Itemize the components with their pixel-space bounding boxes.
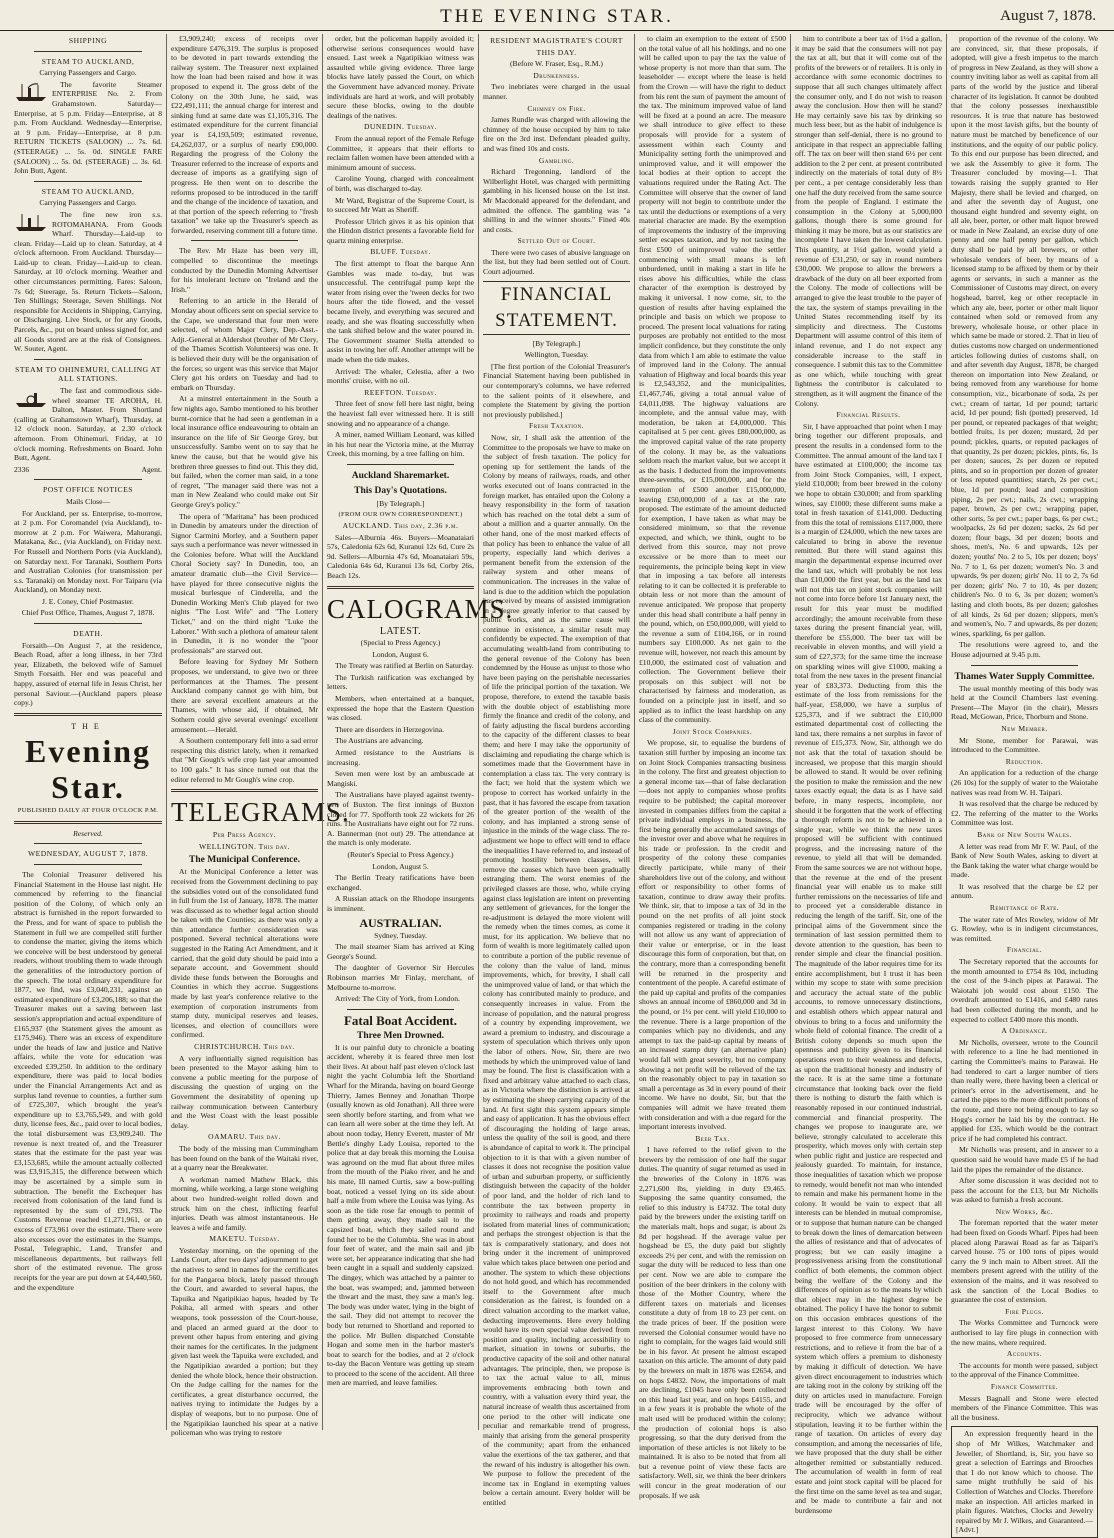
dunedin-dateline: DUNEDIN. Tuesday. [363, 122, 438, 132]
column-2 [166, 34, 350, 1438]
divider [171, 789, 318, 792]
post-office-heading: POST OFFICE NOTICES [43, 485, 133, 495]
steamer-1-title: STEAM TO AUCKLAND, [41, 56, 135, 66]
london-dateline: London, August 5. [372, 861, 429, 871]
advertisement-text: An expression frequently heard in the shop of Mr Wilkes, Watchmaker and Jeweller, of Shortland, is, Sir, you have so great a selection of Earrings and Brooches that I do not know which to choose. The same might truthfully be said of his Collection of Watches and Clocks. Therefore make an inspection. All articles marked in plain figures. Watches, Clocks and Jewelry repaired by Mr J. Wilkes, and Guaranteed.—[Advt.] [956, 1429, 1093, 1535]
london-dateline: London, August 6. [372, 649, 429, 659]
steamship-icon [14, 387, 48, 409]
news-paragraph: Arrived: The whaler, Celestia, after a two months' cruise, with no oil. [327, 366, 474, 386]
steamer-3-title: STEAM TO OHINEMURI, CALLING AT ALL STATIONS. [15, 364, 161, 384]
latest-heading: LATEST. [379, 625, 422, 637]
divider [34, 864, 142, 865]
cable-item: The Turkish ratification was exchanged by letters. [327, 672, 474, 692]
section-heading: Fresh Taxation. [528, 421, 585, 431]
column-4 [478, 34, 634, 1507]
column-3 [322, 34, 514, 1430]
news-paragraph: Before leaving for Sydney Mr Sothern proposes, we understand, to give two or three performances at the Thames. The present Auckland company cannot go with him, but there are several excellent amateurs at the Thames, with whose aid, if obtained, Mr Sothern could give several evenings' excellent amusement.—Herald. [171, 657, 318, 734]
cable-item: A Russian attack on the Rhodope insurgents is imminent. [327, 894, 474, 913]
section-heading: Reduction. [1005, 756, 1044, 766]
divider [34, 623, 142, 624]
news-paragraph: A very influentially signed requisition has been presented to the Mayor asking him to convene a public meeting for the purpose of discussing the question of urging on the Government the desirability of opening up railway communication between Canterbury and the West Coast with the least possible delay. [171, 1053, 318, 1130]
steamship-icon [14, 81, 48, 103]
press-agency-line: Per Press Agency. [212, 830, 277, 840]
issue-date: August 7, 1878. [1000, 8, 1096, 24]
section-heading: Financial. [1006, 945, 1043, 955]
cable-item: The Austrians are advancing. [335, 736, 424, 746]
share-quotations: Sales—Alburnia 46s. Buyers—Moanataiari 57s, Caledonia 62s 6d, Kuranui 12s 6d, Cure 2s 9d. Sellers—Alburnia 47s 6d, Moanataiari 59s, Caledonia 64s 6d, Kuranui 13s 6d, Corby 26s, Beach 12s. [327, 532, 474, 580]
advert-reference: 2336 [14, 464, 30, 474]
divider [14, 821, 162, 824]
water-committee-heading: Thames Water Supply Committee. [954, 671, 1095, 682]
three-men-drowned-subheading: Three Men Drowned. [357, 1030, 444, 1041]
cable-item: The daughter of Governor Sir Hercules Robinson marries Mr Finlay, merchant, of Melbourne to-morrow. [327, 963, 474, 992]
section-heading: A Ordinance. [1001, 1026, 1048, 1036]
committee-paragraph: The foreman reported that the water meter had been fixed on Goods Wharf. Pipes had been placed along Parawai Road as far as Taipari's carved house. 75 or 100 tons of pipes would carry the 9 inch main to Albert street. All the members present agreed with the utility of the extension of the mains, and it was resolved to ask the sanction of the Local Bodies to guarantee the cost of extension. [951, 1218, 1098, 1305]
court-case: Richard Tregonning, landlord of the Wilberlight Hotel, was charged with permitting gambling in his licensed house on the 1st inst. Mr Macdonald appeared for the defendant, and admitted the offence. The gambling was "a shilling in and the winner shouts." Fined 40s and costs. [483, 167, 630, 234]
news-paragraph: Caroline Young, charged with concealment of birth, was discharged to-day. [327, 174, 474, 193]
editor-note: [The first portion of the Colonial Treasurer's Financial Statement having been published in our contemporary's columns, we have referred to the salient points of it elsewhere, and complete the Statement by giving the portion not previously published.] [483, 361, 630, 419]
steamer-1-subtitle: Carrying Passengers and Cargo. [39, 68, 137, 78]
committee-paragraph: An application for a reduction of the charge (26 10s) for the supply of water to the Waiotahe natives was read from W. H. Taipari. [951, 768, 1098, 797]
court-magistrate: (Before W. Fraser, Esq., R.M.) [510, 59, 603, 69]
case-heading: Gambling. [538, 155, 575, 165]
court-case: James Rundle was charged with allowing the chimney of the house occupied by him to take fire on the 3rd inst. Defendant pleaded guilty, and was fined 10s and costs. [483, 115, 630, 153]
divider [14, 713, 162, 716]
death-notice: Forsaith—On August 7, at the residence, Beach Road, after a long illness, in her 73rd year, Elizabeth, the beloved wife of Samuel Smyth Forsaith. Her end was peaceful and happy, assured of eternal life in Jesus Christ, her personal Saviour.—(Auckland papers please copy.) [14, 640, 162, 708]
case-heading: Drunkenness. [533, 70, 580, 80]
statement-paragraph: proportion of the revenue of the colony. We are convinced, sir, that these proposals, if adopted, will give a fresh impetus to the march of progress in New Zealand, as they will show a country inviting labor as well as capital from all parts of the world by the justice and liberal character of its legislation. It cannot be doubted that the colony possesses inexhaustible resources. It is true that nature has bestowed upon it the most lavish gifts, but the bounty of nature must be matched by beneficence of our institutions, and the equity of our public policy. To this end our purpose has been directed, and we ask the Assembly to give it form. The Treasurer concluded by moving—1. That towards raising the supply granted to Her Majesty, there shall be levied and charged, on and after the seventh day of August, one thousand eight hundred and seventy eight, on all ale, beer, porter, or other malt liquor brewed or made in New Zealand, an excise duty of one penny and one half penny per gallon, which duty shall be paid by all brewers, or other wholesale vendors of beer, by means of a licensed stamp to be affixed by them or by their agents or servants, in such a manner as the Commissioner of Customs may direct, on every hogshead, barrel, keg or other receptacle in which any ale, beer, porter or other malt liquor contained when sold or removed from any brewery, wholesale house, or other place in which same be made or stored. 2. That in lieu of duties customs now charged on undermentioned articles following duties of customs shall, on and after seventh day August, 1878, be charged thereon on importation into New Zealand, or being removed from any warehouse for home consumption, viz., bicarbonate of soda, 2s per cwt.; cream of tartar, 1d per pound; tartaric acid, 1d per pound; fish (potted) preserved, 1d per pound, or repeated packages of that weight; bottled fruits, 1s per dozen; mustard, 2d per pound; pickles, quarts, or reputed packages of that quantity, 2s per dozen; pickles, pints, 6s, 1s per dozen; sauces, 2s per dozen or reputed pints, and so in proportion per dozen of greater or less reputed quantities; starch, 2s per cwt.; blue, 1d per pound; lead and composition piping, 2s per cwt.; nails, 2s cwt.; wrapping paper, brown, 2s per cwt.; wrapping paper, other sorts, 5s per cwt.; paper bags, 6s per cwt.; woolpacks, 2s 6d per dozen; sacks, 2s 6d per dozen; flour bags, 3d per dozen; boots and shoes, men's, No. 6 and upwards, 12s per dozen; youths' No. 2 to 5, 10s per dozen; boys' No. 7 to 1, 6s per dozen; women's No. 3 and upwards, 9s per dozen; girls' No. 11 to 2, 7s 6d per dozen; girls' No. 7 to 10, 4s per dozen; children's No. 0 to 6, 3s per dozen; women's lasting and cloth boots, 8s per dozen; galoshes of all kinds, 2s 6d per dozen; slippers, men's and women's, No. 7 and upwards, 8s per dozen; wines, sparkling, 6s per gallon. [951, 34, 1098, 638]
column-5 [634, 34, 790, 1500]
committee-paragraph: Mr Nicholls, overseer, wrote to the Council with reference to a line he had mentioned in carting the Committee's mains to Parawai. He had tendered to cart a larger number of tiers than really were, there having been a clerical or printer's error in the advertisement, and he carted the pipes to the more difficult portions of the route, and there not being enough to lay so Hogg's corner he laid his by the contract. He applied for £35, which would be the contract price if he had completed his contract. [951, 1037, 1098, 1143]
court-date: THIS DAY. [536, 47, 577, 57]
news-paragraph: Yesterday morning, on the opening of the Lands Court, after two days' adjournment to get the natives to send in names for the certificates for the Pangaroa block, lately passed through the Court, and awarded to several hapus, the Tapuika and Ngatipikiao hapus, headed by Te Pokiha, all armed with spears and other weapons, took possession of the Court-house, and placed an armed guard at the door to prevent other hapus from entering and giving their names for the certificates. In the judgment given last week the Tapuika were excluded, and the Ngatipikiao awarded a portion; but they denied the whole block, hence their obstruction. On the Judge calling for the names for the certificates, a great disturbance occurred, the natives trying to intimidate the Judges by a display of weapons, but to no purpose. One of the Ngatipikiao launched his spear at a native policeman who was trying to restore [171, 1245, 318, 1438]
case-heading: Settled Out of Court. [517, 236, 596, 246]
page-columns [10, 34, 1104, 1535]
committee-paragraph: The usual monthly meeting of this body was held at the Council Chambers last evening. Present—The Mayor (in the chair), Messrs Read, McGowan, Price, Thorburn and Stone. [951, 683, 1098, 722]
steamer-2-subtitle: Carrying Passengers and Cargo. [39, 198, 137, 208]
committee-paragraph: Mr Nicholls was present, and in answer to a question said he would have made £5 if he had laid the pipes the remainder of the distance. [951, 1145, 1098, 1174]
divider [34, 843, 142, 844]
section-heading: Fire Plugs. [1005, 1306, 1044, 1316]
oamaru-dateline: OAMARU. This day. [208, 1132, 281, 1142]
steamship-icon [14, 211, 48, 233]
reuters-line: (Reuter's Special to Press Agency.) [347, 849, 454, 859]
masthead [0, 0, 1114, 31]
column-6 [790, 34, 946, 1515]
nameplate-the: THE [71, 721, 105, 731]
committee-paragraph: The Secretary reported that the accounts for the month amounted to £754 8s 10d, including the cost of the 9-inch pipes at Parawai. The Waiotahi job would cost about £150. The overdraft amounted to £1416, and £480 rates had been collected during the month, and he expected to collect £400 more this month. [951, 957, 1098, 1024]
cable-item: Seven men were lost by an ambuscade at Mangiski. [327, 769, 474, 788]
steamer-2-notice: The fine new iron s.s. ROTOMAHANA. From Goods Wharf. Thursday—Laid-up to clean. Friday—Laid up to clean. Saturday, at 4 o'clock afternoon. From Auckland. Thursday—Laid-up to clean. Friday—Laid-up to clean. Saturday, at 10 o'clock morning. Weather and other circumstances permitting. Fares: Saloon, 7s 6d; Steerage, 5s. Return Tickets—Saloon, Ten Shillings; Steerage, Seven Shillings. Not responsible for Accidents in Shipping, Carrying, or Discharging. Live Stock, or for any Goods, Parcels, &c., put on board unless signed for, and all Goods stored are at the risk of Consignees. W. Souter, Agent. [14, 209, 162, 354]
committee-paragraph: Mr Stone, member for Parawai, was introduced to the Committee. [951, 735, 1098, 755]
news-paragraph: Referring to an article in the Herald of Monday about officers sent on special service to the Cape, we understand that four men were selected, of whom Major Clery, Dep.-Asst.-Adjt.-General at Aldershot (brother of Mr Clery, of the Thames Scottish Volunteers) was one. It is believed their duty will be the organisation of the forces; so urgent was this service that Major Clery got his orders on Tuesday and had to embark on Thursday. [171, 296, 318, 392]
divider [347, 1009, 454, 1010]
cable-item: There are disorders in Herzegovina. [335, 724, 445, 734]
reserved-notice: Reserved. [73, 828, 103, 838]
committee-paragraph: The accounts for month were passed, subject to the approval of the Finance Committee. [951, 1360, 1098, 1380]
court-case: Two inebriates were charged in the usual manner. [483, 82, 630, 101]
steamer-2-title: STEAM TO AUCKLAND, [41, 186, 135, 196]
steamer-1-notice: The favorite Steamer ENTERPRISE No. 2. From Grahamstown. Saturday—Enterprise, at 5 p.m. Friday—Enterprise, at 8 p.m. From Auckland. Wednesday—Enterprise, at 9 p.m. Friday—Enterprise, at 8 p.m. RETURN TICKETS (SALOON) ... 7s. 6d. (STEERAGE) ... 5s. 0d. SINGLE FARE (SALOON) ... 5s. 0d. (STEERAGE) ... 3s. 6d. John Butt, Agent. [14, 79, 162, 176]
cable-item: The Treaty was ratified at Berlin on Saturday. [335, 661, 474, 671]
quotations-heading: This Day's Quotations. [354, 485, 447, 496]
case-heading: Chimney on Fire. [527, 103, 586, 113]
news-paragraph: Mr Ward, Registrar of the Supreme Court, is to succeed Mr Watt as Sheriff. [327, 195, 474, 215]
statement-paragraph: I have referred to the relief given to the brewers by the remission of one half the sugar duties. The quantity of sugar returned as used in the breweries of the Colony in 1876 was 2,271,600 lbs, yielding in duty £9,465. Supposing the same quantity consumed, the relief to this industry is £4732. The total duty paid by the brewers under the existing tariff on the materials malt, hops and sugar, is about 2s 8d per hogshead. If the average value per hogshead be £5, the duty paid but slightly exceeds 2½ per cent, and with the remission on sugar the duty will be reduced to less than one per cent. Now we are able to compare the position of the beer drinkers in the colony with those of the Mother Country, where the different taxes on materials and licenses constitute a duty of from 18 to 23 per cent. on the trade prices of beer. If the position were reversed the Colonial consumer would have no right to complain, for the wages laid would still be in his favor. At present he almost escaped taxation on this article. The amount of duty paid by the brewers on malt in 1876 was £2654, and on hops £4832. Now, the importations of malt are declining, £1045 have only been collected on this head last year, and on hops £4155, and in a few years it is probable the whole of the malt used will be produced within the colony; the production of colonial hops is also progressing, so that the duty derived from the importation of these articles is not likely to be maintained. It is also to be noted that from all but a revenue point of view these facts are satisfactory. Well, sir, we think the beer drinkers will concur in the great moderation of our proposals. If we ask [639, 1145, 786, 1500]
divider [34, 181, 142, 182]
editorial-paragraph: The Colonial Treasurer delivered his Financial Statement in the House last night. He commenced by referring to the financial position of the Colony, of which only an abstract is furnished in the report forwarded to the Press, and for want of space to publish the Statement in full we are compelled still further to condense the matter, giving the items which we conceive will be best understood by general readers, without troubling them to wade through the generalities of the introductory portion of the speech. The total ordinary expenditure for 1877, we find, was £3,040,231, against an estimated expenditure of £3,206,188; so that the Treasurer makes out a saving between last session's appropriation and actual expenditure of £165,937 (the Statement gives the amount as £175,946). There was an excess of expenditure under the heads of law and justice and Native affairs, while the vote for education was exceeded £39,250. In addition to the ordinary expenditure, there was paid to local bodies under the Financial Arrangements Act and as surplus land revenue to counties, a further sum of £725,307, which brought the year's expenditure up to £3,765,549, and with gold duty, license fees, &c., paid over to local bodies, the total disbursement was £3,909,240. The revenue is next treated of, and the Treasurer states that the estimate for the past year was £3,153,685, while the amount actually collected was £3,915,315, the difference between which may be ascertained by a simple sum in subtraction. The benefit the Exchequer has received from colonisation of the land fund is represented by the sum of £91,793. The Customs Revenue reached £1,271,961, or an excess of £73,961 over the estimate. There were also excesses over the estimates in the Stamps, Postal, Telegraphic, Land, Transfer and miscellaneous departments, but railways fell short of the estimated revenue. The gross receipts for the year are put down at £4,440,560, and the expenditure [14, 870, 162, 1292]
statement-paragraph: him to contribute a beer tax of 1½d a gallon, it may be said that the consumers will not pay the tax at all, but that it will come out of the profits of the brewers or of retailers. It is only in accordance with some economic doctrines to suppose that all such changes ultimately affect the consumer only, and I do not wish to reason away the conclusion. How then will he stand? He may certainly save his tax by drinking so much less beer, but as the habit of indulgence is stronger than self-denial, there is no ground to anticipate in that respect an appreciable falling off. The tax on beer will then stand 6½ per cent addition to the 2 per cent. at present contributed indirectly on the materials of total duty of 8½ per cent., a per centage considerably less than one half the duty received from the same source from the people of England. I estimate the consumption in the Colony at 5,000,000 gallons, though there is some ground for thinking it may be more, but as our statistics are incomplete I have taken the lowest calculation. This quantity, at 1½d gallon, would yield a revenue of £31,250, or say in round numbers £30,000. We propose to allow the brewers a drawback of the duty on all beer exported from the Colony. The mode of collections will be arranged to give the least trouble to the payer of the tax, the system of stamps prevailing in the United States recommending itself by its simplicity and directness. The Customs Department will assume control of this item of inland revenue, and I do not expect any considerable increase to the staff in consequence. I submit this tax to the Committee as one which, while touching with great lightness the contributor is calculated to strengthen, as it will augment the finance of the Colony. [795, 34, 942, 408]
news-paragraph: Three feet of snow fell here last night, being the heaviest fall ever witnessed here. It is still snowing and no appearance of a change. [327, 399, 474, 428]
cable-item: The Australians have played against twenty-two of Buxton. The first innings of Buxton closed for 77. Spofforth took 22 wickets for 26 runs. The Australians have eight out for 72 runs. A. Bannerman (not out) 29. The attendance at the match is only moderate. [327, 790, 474, 848]
committee-paragraph: It was resolved that the charge be £2 per annum. [951, 881, 1098, 901]
by-telegraph-line: [By Telegraph.] [532, 338, 581, 348]
telegrams-heading: TELEGRAMS. [171, 797, 350, 828]
cable-item: Members, when entertained at a banquet, expressed the hope that the Eastern Question was closed. [327, 694, 474, 723]
statement-paragraph: The resolutions were agreed to, and the House adjourned at 9.45 p.m. [951, 640, 1098, 659]
divider [327, 586, 474, 589]
section-heading: Bank of New South Wales. [977, 829, 1072, 839]
statement-paragraph: Sir, I have approached that point when I may bring together our different proposals, and present the results in a condensed form to the Committee. The annual amount of the land tax I have estimated at £100,000; the income tax from Joint Stock Companies, will, I expect, yield £10,000; from beer brewed in the colony we hope to obtain £30,000; and from sparkling wines, say £1000; these different sums make a total in fresh taxation of £141,000. Deducting from this the total of remissions £117,000, there is a margin of £24,000, which the new taxes are calculated to bring in above the revenue remitted. But there will stand against this margin the departmental expense incurred over the land tax, which will probably be not less than £10,000 the first year, but as the land tax will not this tax on joint stock companies will not come into force before 1st January next, the result for this year must be modified accordingly; the amount receivable from these taxes during the present financial year, will, therefore be £55,000. The beer tax will be receivable in eleven months, and will yield a sum of £27,373; for the same time the increase on sparkling wines will give £1000, making a total from the new taxes in the present financial year of £83,373. Deducting from this the estimate of the loss from remissions for the half-year, £58,000, we have a surplus of £25,373, and if we subtract the £10,000 estimated departmental cost of collecting the land tax, there remains a net surplus in favor of revenue of £15,373. Now, Sir, although we do not ask that the total of taxation should be increased, we propose that this margin should be allowed to stand. It would be over refining the position to make the remission and the new taxes exactly equal; the data is as I have said before, in many respects, incomplete, nor should it be forgotten that the work of effecting a thorough reform is not to be achieved in a single year, while we think the new taxes proposed will be sufficient with continued progress, and the increasing nature of the revenue, to yield all that will be demanded. From the same sources we are not without hope, that the revenue at the end of the present financial year will enable us to make still further remissions on the necessaries of life and to proceed yet a considerable distance in reducing the length of the tariff. Sir, one of the principal aims of the Government since the termination of last session permitted them to devote attention to the question, has been to render simple and clear the financial position. The magnitude of the labor requires time for its entire accomplishment, but I trust it has been within my scope to state with some precision and accuracy the actual state of the public accounts, to remove unnecessary distinctions, and establish others which appear natural and obvious to bring to a focus and uniformity the whole field of colonial finance. The credit of a British colony depends so much upon the openness and publicity given to its financial operations even to their weakness and defects, as upon the traditional honesty and industry of the race. It is at the same time a fortunate circumstance that looking back over the field there is nothing to disturb the faith which is reasonably reposed in our continued industrial, commercial and financial prosperity. The changes we propose to inaugurate are, we believe, strongly calculated to accelerate this prosperity, which moves only with certain step when public right and justice are respected and jealously guarded. To maintain, for instance, those inequalities of taxation which we propose to remedy, would benefit not man who intended to remain and make his permanent home in the colony. It would be vain to expect that all interests can be blended in mutual compromise, or to suppose that human nature can be changed to break down the lines of demarcation between the allies of resistance and that of advocates of progress; but we can easily imagine a progressiveness arising from the constitutional conflict of both elements, the common object being the welfare of the Colony and the differences of opinion as to the means by which that object may in the highest degree be obtained. The policy I have the honor to submit on this occasion embraces questions of the largest interest to this Colony. We have proposed to free commerce from unnecessary restrictions, and to relieve it from the bar of a system which offers a premium to dishonesty by making it difficult of detection. We have given direct encouragement to industries which are taking root in the colony by striking off the duty on articles used in manufacture. Foreign trade will be encouraged by the offer of reciprocity, which we advance without stipulation, leaving it to be further within the range of taxation. On articles of every day consumption, and among the necessaries of life, we have proposed that the duty shall be either altogether remitted or substantially reduced. The accumulation of wealth in form of real estate and joint stock capital will be placed for the first time on the same level as tea and sugar, and be made to contribute a fair and not burdensome [795, 421, 942, 1515]
sharemarket-heading: Auckland Sharemarket. [351, 470, 450, 481]
editorial-paragraph: £3,909,240; excess of receipts over expenditure £476,319. The surplus is proposed to be devoted in part towards extending the railway system. The Treasurer next explained how the loan had been raised and how it was proposed to expend it. The gross debt of the Colony on the 30th June, he said, was £22,491,111; the annual charge for interest and sinking fund at same date was £1,105,316. The estimated expenditure for the current financial year is £4,193,509; estimated revenue, £4,262,037, or a surplus of nearly £90,000. Regarding the progress of the Colony the Treasurer referred to the increase of exports and decrease of imports as a gratifying sign of progress. He then went on to describe the reforms proposed to be introduced in the tariff and the change of the incidence of taxation, and at that portion of the speech referring to "fresh taxation" we take up the Treasurer's speech as forwarded, reserving comment till a future time. [171, 34, 318, 235]
reefton-dateline: REEFTON. Tuesday. [364, 387, 437, 397]
christchurch-dateline: CHRISTCHURCH. This day. [194, 1042, 295, 1051]
news-paragraph: A miner, named William Leonard, was killed in his hut near the Victoria mine, at the Murray Creek, this morning, by a tree falling on him. [327, 430, 474, 459]
news-paragraph: From the annual report of the Female Refuge Committee, it appears that their efforts to reclaim fallen women have been attended with a minimum amount of success. [327, 133, 474, 172]
news-paragraph: order, but the policeman happily avoided it; otherwise serious consequences would have ensued. Last week a Ngatipikiao witness was assaulted while giving evidence. Three large blocks have lately passed the Court, on which the Government have advanced money. Private individuals are hard at work, and will probably secure these blocks, owing to the double dealings of the natives. [327, 34, 474, 120]
divider [191, 240, 298, 241]
bluff-dateline: BLUFF. Tuesday. [370, 247, 431, 257]
committee-paragraph: After some discussion it was decided not to pass the account for the £13, but Mr Nicholls was asked to furnish a fresh account. [951, 1176, 1098, 1205]
news-paragraph: The body of the missing man Cummingham has been found on the bank of the Waitaki river, at a quarry near the Breakwater. [171, 1143, 318, 1173]
statement-paragraph: to claim an exemption to the extent of £500 on the total value of all his holdings, and no one will be called upon to pay the tax the value of whose property is not more than that sum. The leaseholder — except where the lease is held from the Crown — will have the right to deduct from his rent the sum of payment the amount of the tax. The minimum improved value of land will be fixed at a pound an acre. The measure we shall introduce to give effect to these proposals will provide for a system of assessment within each County and Municipality setting forth the unimproved and unimproved value, and it will empower the local bodies at their option to accept the valuations required under the Rating Act. The Committee will observe that the owner of land property will not begin to contribute under the tax until the deductions or exemptions of a very material character are made. By the exemption of improvements the industry of the improving settler escapes taxation, and by not taxing the first £500 of unimproved value the settler commencing with small means is left unburdened, until in making a start in life he rises above his difficulties, while the class character of the exemption is destroyed by making it universal. I now come, sir, to the question of results after having explained the principle and basis on which we propose to proceed. The present local valuations for rating purposes are probably not entitled to the most implicit confidence, but they constitute the only data from which I am able to estimate the value of improved land in the Colony. The annual valuation of Highway and local boards this year is £2,543,352, and the municipalities, £1,467,746, giving a total annual value of £4,011,098. The highway valuations are incomplete, and the annual value may, with moderation, be taken at £4,000,000. This capitalised at 5 per cent. gives £80,000,000, as the improved capital value of the rate property of the colony. It may be, as the valuations seldom reach the market value, but we accept it as the basis. I deducted from the improvements three-sevenths, or £15,000,000, and for the exemption of £500 another £15,000,000, leaving £50,000,000 of a tax at the rate proposed. The estimate of the amount deducted for exemption, I have taken as what may be considered minimum, so that the revenue expected, and which, we think, ought to be derived from this source, may not prove excessive or be more than to meet our requirements, the principle being kept in view that in imposing a tax before all interests relating to it can be collected it is preferable to obtain less or not more than the amount of revenue anticipated. We propose that property under this head shall contribute a half penny in the pound, which, on £50,000,000, will yield to the revenue a sum of £104,166, or in round numbers say £100,000. As net gain to the revenue will, however, not reach this amount by £10,000, the estimated cost of valuation and collection. The Government believe their proposals on this subject will not be characterised by fairness and moderation, as founded on a principle just in itself, and so applied as to inflict the least hardship on any class of the community. [639, 34, 786, 725]
divider [34, 359, 142, 360]
news-paragraph: A workman named Mathew Black, this morning, while working, a large stone weighing about two hundred-weight rolled down and struck him on the chest, inflicting fearful injuries. Death was almost instantaneous. He leaves a wife and family. [171, 1174, 318, 1232]
cable-item: Arrived: The City of York, from London. [335, 994, 460, 1004]
news-paragraph: At a minstrel entertainment in the South a few nights ago, Sambo mentioned to his brother burnt-cornice that he had seen a gentleman in a local insurance office endeavouring to obtain an insurance on the life of Sir George Grey, but unsuccessfully. Sambo went on to say that he knew the cause, but that he would give his brethren three guesses to find out. This they did, but failed, when the corner man said, in a tone of regret, "The manager said there was not a man in New Zealand who could make out Sir George Grey's policy." [171, 394, 318, 509]
fatal-accident-heading: Fatal Boat Accident. [343, 1012, 457, 1028]
auckland-dateline: AUCKLAND. This day, 2.36 p.m. [342, 520, 459, 530]
post-office-location: Chief Post Office, Thames, August 7, 1878. [21, 608, 155, 618]
section-heading: Joint Stock Companies. [672, 726, 753, 736]
cable-item: The Berlin Treaty ratifications have been exchanged. [327, 873, 474, 892]
committee-paragraph: It was resolved that the charge be reduced by £2. The referring of the matter to the Works Committee was lost. [951, 799, 1098, 828]
publication-note: PUBLISHED DAILY AT FOUR O'CLOCK P.M. [17, 807, 159, 815]
newspaper-running-title: THE EVENING STAR. [440, 6, 674, 27]
divider [34, 479, 142, 480]
cable-item: The mail steamer Siam has arrived at King George's Sound. [327, 942, 474, 961]
municipal-conference-heading: The Municipal Conference. [189, 855, 300, 866]
section-heading: Financial Results. [836, 410, 901, 420]
divider [347, 464, 454, 465]
news-paragraph: At the Municipal Conference a letter was received from the Government declining to pay the subsidies voted out of the consolidated fund in full from the 1st of January, 1878. The matter was discussed as to whether legal action should be taken with the Counties; as there was only a thin attendance further consideration was postponed. Several technical alterations were suggested in the Rating Act Amendment, and it carried, that the gold duty should be paid into a separate account, and Government should divide these funds between the Boroughs and Counties in which they accrue. Suggestions made by last year's conference relative to the exemption of corporation instruments from stamp duty, municipal reserves and leases, licenses, and election of councillors were confirmed. [171, 867, 318, 1040]
news-paragraph: A Southern contemporary fell into a sad error respecting this district lately, when it remarked that "Mr Gough's wife crop last year amounted to 100 gals." It has since turned out that the editor referred to Mr Gough's wine crop. [171, 736, 318, 784]
section-heading: New Member. [1001, 723, 1048, 733]
sydney-dateline: Sydney, Tuesday. [374, 930, 427, 940]
section-heading: Accounts. [1006, 1349, 1043, 1359]
agent-line [14, 465, 162, 475]
committee-paragraph: The water rate of Mrs Rowley, widow of Mr G. Rowley, who is in indigent circumstances, was remitted. [951, 914, 1098, 943]
press-agency-line: (Special to Press Agency.) [360, 638, 441, 648]
calograms-heading: CALOGRAMS. [327, 593, 514, 624]
australian-heading: AUSTRALIAN. [359, 915, 442, 930]
statement-paragraph: Now, sir, I shall ask the attention of the Committee to the proposals we have to make on the subject of fresh taxation. The policy for opening up for settlement the lands of the Colony by means of railways, roads, and other works executed out of loans contracted in the foreign market, has entailed upon the Colony a heavy responsibility in the form of taxation which has reached on the total debt a sum of about a million and a quarter annually. On the other hand, one of the most marked effects of that policy has been to enhance the value of all property, especially land which derives a permanent benefit from the extension of the railway system and other means of communication. The increases in the value of land is due to the addition which the population has received by means of assisted immigration in a degree greatly inferior to that caused by public works, and as the same cause will continue in existence, a similar result may confidently be expected. The exemption of that accumulating wealth-land from contributing to the general revenue of the Colony has been condemned by the House as unjust to those who have been paying on the perishable necessaries of life the principal portion of the taxation. We propose, therefore, to extend the taxable basis with the double object of establishing more firmly the finance and credit of the colony, and of fairly adjusting the fiscal burdens according to the capacity of the different classes to bear them; and here I may take the opportunity of disclaiming and repudiating the charge which is sometimes made that the Government have in contemplation a class tax. The very contrary is the fact; we hold that the system which we propose to correct has worked unfairly in the past, that it has favored the escape from taxation of the greater portion of the wealth of the colony, and has implanted a strong sense of injustice in the minds of the wage class. The re-adjustment we hope to effect will tend to efface the inequalities I have referred to, and instead of promoting hostility between classes, will remove the causes which have been gradually estranging them. The worst enemies of the privileged classes are those, who, while crying against class legislation are intent on preventing any settlement of grievances, for the longer the re-adjustment is delayed the more violent will the remedy when the times comes, as come it must, for its application. We believe that no form of wealth is more legitimately called upon to contribute a portion of the public revenue of the colony than the value of land, minus improvements, which, for brevity, I shall call the unimproved value of land, or that which the colony has contributed mainly to produce, and consequently increases in value. From the increase of population, and the natural progress of a country by expending improvement, we award a premium to industry, and discourage a system of speculation which thrives only upon the labor of others. Now, Sir, there are two methods by which the unimproved value of land may be found. The first is classification with a fixed and arbitrary value attached to each class, as in Victoria where the distinction is arrived at by estimating the sheep carrying capacity of the land. At first sight this system appears simple and easy of application. It has the obvious effect of discouraging the holding of large areas, unless the quality of the soil is good, and there is abundance of capital to work it. The principal objection to it is that with a given number of classes it does not recognise the position value of urban and suburban property, or sufficiently distinguish between the capacity of the holder of poor land, and the holder of rich land to contribute the tax between property in proximity to railways and roads and property isolated from material lines of communication; and perhaps the strongest objection is that the tax is comparatively stationary, and does not bring under it the increment of unimproved value which takes place between one period and another. The system to which these objections do not hold good, and which has recommended itself to the Government after much consideration as the fairest, is founded on a direct valuation according to the market value, deducting improvements. Here every holding would have its own special value derived from position and quality, including accessibility to market, situation in towns or suburbs, the productive capacity of the soil and other natural advantages. The principle, then, we propose is to tax the actual value to all, minus improvements embracing both town and country, with a valuation every third year, the natural increase of wealth thus ascertained from one period to the other will indicate one peculiar and remarkable trend of progress, mainly that arising from the general prosperity of the community; apart from the enhanced value the exertions of the tax gatherer, and that the reward of his industry is altogether his own. We purpose to follow the precedent of the income tax in England in exempting values below a certain amount. Every holder will be entitled [483, 433, 630, 1507]
committee-paragraph: A letter was read from Mr F. W. Paul, of the Bank of New South Wales, asking to divert at the Bank taking the water what charge would be made. [951, 841, 1098, 880]
maketu-dateline: MAKETU. Tuesday. [209, 1234, 280, 1244]
correspondent-line: (FROM OUR OWN CORRESPONDENT.) [338, 510, 463, 518]
newspaper-nameplate: Evening Star. [24, 733, 152, 806]
cable-item: Armed resistance to the Austrians is increasing. [327, 748, 474, 767]
mails-close-label: Mails Close— [65, 496, 111, 506]
column-7 [946, 34, 1102, 1535]
agent-label: Agent. [141, 464, 162, 474]
court-heading: RESIDENT MAGISTRATE'S COURT [490, 36, 623, 45]
postmaster-signature: J. E. Coney, Chief Postmaster. [42, 596, 134, 606]
mail-closing-times: For Auckland, per ss. Enterprise, to-morrow, at 2 p.m. For Coromandel (via Auckland), to-morrow at 2 p.m. For Waiwera, Mahurangi, Matakana, &c., (via Auckland), on Friday next. For Russell and Northern Ports (via Auckland), on Saturday next. For Taranaki, Southern Ports and Australian Colonies (for transmission per s.s. Taranaki) on Monday next. For Taiparu (via Auckland), on Monday next. [14, 508, 162, 595]
financial-statement-heading: FINANCIAL STATEMENT. [483, 281, 630, 335]
statement-paragraph: We propose, sir, to equalise the burdens of taxation still further by imposing an income tax on Joint Stock Companies transacting business in the colony. The first and greatest objection to a general income tax—that of false declaration—does not apply to companies whose profits require to be published; the capital moreover invested in companies differs from the capital a private individual employs in a business, the first being generally the accumulated savings of the investor over and above what he requires in his trade or profession. In the credit and prosperity of the colony these companies directly participate, while many of their shareholders live out of the colony, and without effort or responsibility to other forms of taxation, continue to draw away their profits. We think, sir, that to impose a tax of 3d in the pound on the net profits of all joint stock companies registered or trading in the colony will not allow us any want of appreciation of their value or enterprise, or in the least discourage this form of corporation, but that, on the contrary, more than a corresponding benefit will be returned in the prosperity and contentment of the people. A careful estimate of the paid up capital and profits of the companies shows an annual income of £860,000 and 3d in the pound, or 1¼ per cent. will yield £10,000 to the revenue. There is a large proportion of the companies which pay no dividends, and any attempt to tax the paid-up capital by means of an increased stamp duty (an alternative plan) would fall with great severity, but no company showing a net profit will be relieved of the tax on the reasonably object to pay in taxation so small a percentage as 3d in every pound of their income. We have no doubt, Sir, but that the companies will admit we have treated them with consideration and with a due regard for the important interests involved. [639, 738, 786, 1132]
steamer-3-notice: The fast and commodious side-wheel steamer TE AROHA, H. Dalton, Master. From Shortland (calling at Grahamstown Wharf), Thursday, at 12 o'clock noon. Saturday, at 2.30 o'clock afternoon. From Ohinemuri. Friday, at 10 o'clock morning. Refreshments on Board. John Butt, Agent. [14, 386, 162, 463]
wellington-dateline: Wellington, Tuesday. [524, 350, 589, 360]
committee-paragraph: The Works Committee and Turncock were authorised to lay fire plugs in connection with the new mains, where required. [951, 1318, 1098, 1347]
news-paragraph: Professor Ulrich gives it as his opinion that the Hindon district presents a favorable field for quartz mining enterprise. [327, 216, 474, 245]
section-heading: Remittance of Rate. [989, 903, 1060, 913]
news-paragraph: The first attempt to float the barque Ann Gambles was made to-day, but was unsuccessful. The centrifugal pump kept the water from rising over the 'tween decks for two hours after the tide flowed, and the vessel became lively, and everything was secured and ready, and she was floating successfully when the tank shifted below and the water poured in. The Government steamer Stella attended to assist in towing her off. Another attempt will be made when the tide makes. [327, 259, 474, 364]
by-telegraph-line: [By Telegraph.] [376, 498, 425, 508]
divider [34, 51, 142, 52]
shipping-heading: SHIPPING [68, 36, 108, 45]
news-paragraph: The Rev. Mr Haze has been very ill, compelled to discontinue the meetings conducted by the Dunedin Morning Advertiser for his intolerant lecture on "Ireland and the Irish." [171, 246, 318, 294]
editorial-dateline: WEDNESDAY, AUGUST 7, 1878. [27, 849, 149, 859]
wellington-dateline: WELLINGTON. This day. [198, 841, 291, 851]
section-heading: Finance Committee. [990, 1381, 1059, 1391]
court-case: There were two cases of abusive language on the list, but they had been settled out of Court. Court adjourned. [483, 247, 630, 277]
section-heading: Beer Tax. [695, 1133, 730, 1143]
news-paragraph: It is our painful duty to chronicle a boating accident, whereby it is feared three men lost their lives. At about half past eleven o'clock last night the yacht Columbia left the Shortland Wharf for the Miranda, having on board George Thierry, James Benney and Jonathan Thorpe (usually known as old Jonathan). All three were seen shortly before starting, and from what we can learn all were sober at the time they left. At about noon today, Henry Everett, master of Mr Bettle's dinghy Lady Louisa, reported to the police that at day break this morning the Louisa was aground on the mud flat about three miles from the mouth of the Piako river, and he and his mate, Ill named Curtis, saw a bow-pulling boat, noticed a vessel lying on its side about half a mile from where the Louisa was lying. As soon as the tide rose far enough to permit of them getting away, they made sail to the capsized boat, which they sailed round and found her to be the Columbia. She was in about four feet of water, and the main sail and jib were set, her appearance indicating that she had been caught in a squall and suddenly capsized. The dingey, which was attached by a painter to the boat, was swamped; and, jammed between the thwart and the mast, they saw a man's leg. The body was under water, lying in the bight of the sail. They did not attempt to recover the body but returned to Shortland and reported to the police. Mr Bullen dispatched Constable Hogan and some men in the harbor master's boat to search for the bodies, and at 2 o'clock to-day the Bacon Venture was getting up steam to proceed to the scene of the accident. All three men are married, and leave families. [327, 1042, 474, 1388]
news-paragraph: The opera of "Maritana" has been produced in Dunedin by amateurs under the direction of Signor Carmini Morley, and a Southern paper says such a performance was never witnessed in the Colonies before. What will the Auckland Choral Society say? In Dunedin, too, an amateur dramatic club—the Civil Service—have played for three consecutive nights the musical burlesque of Cinderella, and the Dunedin Working Men's Club played for two nights "The Lost Wife" and "The Lottery Ticket," and on the third night "Luke the Laborer." With such a plethora of amateur talent in Dunedin, it is no wonder the "poor professionals" are starved out. [171, 511, 318, 655]
advertisement-box [951, 1426, 1098, 1538]
committee-paragraph: Messrs Bagnall and Stone were elected members of the Finance Committee. This was all the business. [951, 1393, 1098, 1422]
death-heading: DEATH. [73, 629, 103, 639]
divider [971, 665, 1078, 666]
column-1 [10, 34, 166, 1430]
section-heading: New Works, &c. [995, 1206, 1054, 1216]
